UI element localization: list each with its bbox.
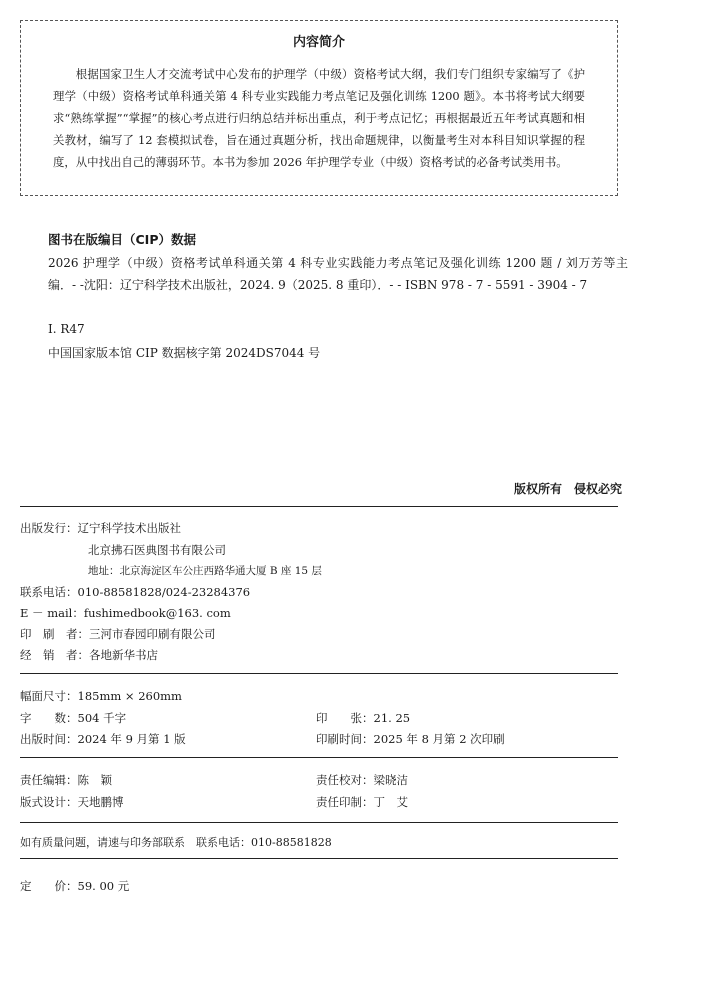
pub-date-label: 出版时间： xyxy=(20,732,78,746)
intro-title: 内容简介 xyxy=(292,35,345,50)
words-row xyxy=(20,710,126,726)
proofreader-row xyxy=(316,772,408,788)
print-manager-label: 责任印制： xyxy=(316,795,374,809)
cip-record: 2026 护理学（中级）资格考试单科通关第 4 科专业实践能力考点笔记及强化训练 1200 题 / 刘万芳等主编．- -沈阳：辽宁科学技术出版社，2024. 9（2025. 8 重印）．- - ISBN 978 - 7 - 5591 - 3904 - 7 xyxy=(48,256,628,292)
price-value: 59. 00 元 xyxy=(77,879,130,893)
pub-date-row xyxy=(20,731,186,747)
quality-note: 如有质量问题，请速与印务部联系 联系电话：010-88581828 xyxy=(20,836,332,849)
distributor-row xyxy=(20,647,158,663)
distributor-label: 经 销 者： xyxy=(20,648,89,662)
publisher-label: 出版发行： xyxy=(20,521,78,535)
pub-date-value: 2024 年 9 月第 1 版 xyxy=(77,732,186,746)
words-value: 504 千字 xyxy=(77,711,127,725)
editor-label: 责任编辑： xyxy=(20,773,78,787)
intro-box xyxy=(20,20,618,196)
publisher-2: 北京拂石医典图书有限公司 xyxy=(88,543,226,557)
cip-verification: 中国国家版本馆 CIP 数据核字第 2024DS7044 号 xyxy=(48,346,321,360)
proofreader-label: 责任校对： xyxy=(316,773,374,787)
divider xyxy=(20,757,618,758)
price-row xyxy=(20,878,129,894)
sheets-value: 21. 25 xyxy=(373,711,411,725)
copyright-notice: 版权所有 侵权必究 xyxy=(513,482,622,496)
email-value: fushimedbook@163. com xyxy=(83,606,231,620)
printer-label: 印 刷 者： xyxy=(20,627,89,641)
designer-label: 版式设计： xyxy=(20,795,78,809)
divider xyxy=(20,673,618,674)
print-date-value: 2025 年 8 月第 2 次印刷 xyxy=(373,732,505,746)
phone-row xyxy=(20,584,250,600)
divider xyxy=(20,506,618,507)
sheets-row xyxy=(316,710,410,726)
intro-text: 根据国家卫生人才交流考试中心发布的护理学（中级）资格考试大纲，我们专门组织专家编写了《护理学（中级）资格考试单科通关第 4 科专业实践能力考点笔记及强化训练 1200 题》。本书将考试大纲要求“熟练掌握”“掌握”的核心考点进行归纳总结并标出重点，利于考点记忆；再根据最近五年考试真题和相关教材，编写了 12 套模拟试卷，旨在通过真题分析，找出命题规律，以衡量考生对本科目知识掌握的程度，从中找出自己的薄弱环节。本书为参加 2026 年护理学专业（中级）资格考试的必备考试类用书。 xyxy=(53,67,585,169)
print-date-label: 印刷时间： xyxy=(316,732,374,746)
print-manager-row xyxy=(316,794,408,810)
cip-title: 图书在版编目（CIP）数据 xyxy=(48,232,196,247)
email-label: E － mail： xyxy=(20,606,84,620)
price-label: 定 价： xyxy=(20,879,78,893)
words-label: 字 数： xyxy=(20,711,78,725)
sheets-label: 印 张： xyxy=(316,711,374,725)
distributor-value: 各地新华书店 xyxy=(89,648,158,662)
publisher-address: 地址：北京海淀区车公庄西路华通大厦 B 座 15 层 xyxy=(88,565,322,577)
size-value: 185mm × 260mm xyxy=(77,689,182,703)
divider xyxy=(20,858,618,859)
proofreader-value: 梁晓洁 xyxy=(373,773,408,787)
publisher-1: 辽宁科学技术出版社 xyxy=(77,521,181,535)
designer-value: 天地鹏博 xyxy=(77,795,124,809)
print-date-row xyxy=(316,731,505,747)
phone-label: 联系电话： xyxy=(20,585,78,599)
printer-row xyxy=(20,626,216,642)
email-row xyxy=(20,605,231,621)
printer-value: 三河市春园印刷有限公司 xyxy=(89,627,216,641)
phone-value: 010-88581828/024-23284376 xyxy=(77,585,251,599)
editor-row xyxy=(20,772,112,788)
print-manager-value: 丁 艾 xyxy=(373,795,408,809)
designer-row xyxy=(20,794,124,810)
publisher-row xyxy=(20,520,181,536)
editor-value: 陈 颖 xyxy=(77,773,112,787)
cip-classification: Ⅰ. R47 xyxy=(48,322,85,336)
divider xyxy=(20,822,618,823)
size-label: 幅面尺寸： xyxy=(20,689,78,703)
size-row xyxy=(20,688,182,704)
